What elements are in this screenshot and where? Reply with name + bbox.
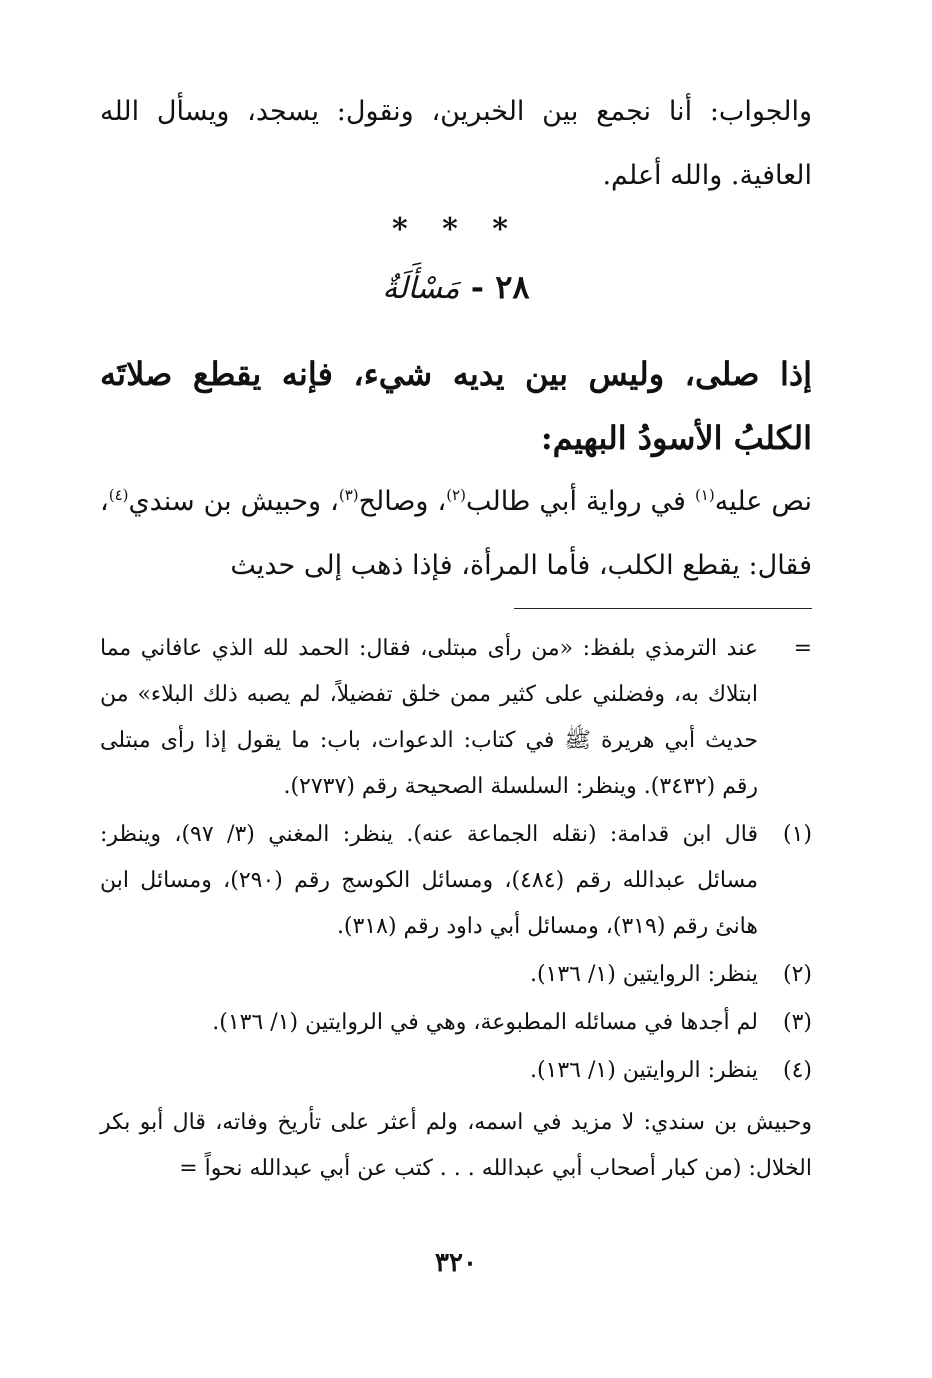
footnote-text: لم أجدها في مسائله المطبوعة، وهي في الروايتين (١/ ١٣٦). (212, 1010, 758, 1035)
footnote-2 (100, 952, 812, 998)
footnote-text: قال ابن قدامة: (نقله الجماعة عنه). ينظر: المغني (٣/ ٩٧)، وينظر: مسائل عبدالله رقم (٤٨٤)، ومسائل الكوسج رقم (٢٩٠)، ومسائل ابن هانئ رقم (٣١٩)، ومسائل أبي داود رقم (٣١٨). (100, 822, 758, 939)
body-text-5: ، فقال: يقطع الكلب، فأما المرأة، فإذا ذهب إلى حديث (100, 486, 812, 581)
section-word: مَسْأَلَةٌ (382, 271, 460, 306)
body-text-1: نص عليه (714, 486, 812, 517)
question-title: إذا صلى، وليس بين يديه شيء، فإنه يقطع صلاتَه الكلبُ الأسودُ البهيم: (100, 355, 812, 457)
footnote-divider (514, 608, 812, 609)
footnote-marker: (٣) (782, 1010, 812, 1035)
section-number: ٢٨ - (470, 268, 530, 306)
footnote-ref-2: (٢) (446, 486, 466, 504)
section-heading (100, 268, 812, 306)
footnote-continued (100, 626, 812, 810)
footnote-ref-4: (٤) (108, 486, 129, 504)
book-page (100, 0, 812, 1378)
footnote-text: عند الترمذي بلفظ: «من رأى مبتلى، فقال: الحمد لله الذي عافاني مما ابتلاك به، وفضلني على كثير ممن خلق تفضيلاً، لم يصبه ذلك البلاء» من حديث أبي هريرة ﷺ في كتاب: الدعوات، باب: ما يقول إذا رأى مبتلى رقم (٣٤٣٢). وينظر: السلسلة الصحيحة رقم (٢٧٣٧). (100, 636, 758, 799)
footnote-marker: (١) (782, 822, 812, 847)
footnote-text: ينظر: الروايتين (١/ ١٣٦). (529, 1058, 758, 1083)
page-number: ٣٢٠ (435, 1248, 477, 1278)
body-text-4: ، وحبيش بن سندي (128, 486, 339, 517)
footnote-4 (100, 1048, 812, 1094)
body-text-2: في رواية أبي طالب (465, 486, 695, 517)
footnote-3 (100, 1000, 812, 1046)
footnote-marker: (٤) (782, 1058, 812, 1083)
section-separator: * * * (392, 212, 520, 247)
footnote-4-continuation: وحبيش بن سندي: لا مزيد في اسمه، ولم أعثر على تأريخ وفاته، قال أبو بكر الخلال: (من كبار أصحاب أبي عبدالله . . . كتب عن أبي عبدالله نحواً = (100, 1110, 812, 1181)
body-text-3: ، وصالح (358, 486, 447, 517)
footnote-1 (100, 812, 812, 950)
intro-paragraph: والجواب: أنا نجمع بين الخبرين، ونقول: يسجد، ويسأل الله العافية. والله أعلم. (100, 96, 812, 191)
footnotes (100, 626, 812, 1192)
footnote-marker: = (793, 636, 812, 661)
footnote-ref-3: (٣) (338, 486, 359, 504)
body-paragraph (100, 470, 812, 598)
footnote-ref-1: (١) (694, 486, 715, 504)
footnote-marker: (٢) (782, 962, 812, 987)
footnote-text: ينظر: الروايتين (١/ ١٣٦). (529, 962, 758, 987)
